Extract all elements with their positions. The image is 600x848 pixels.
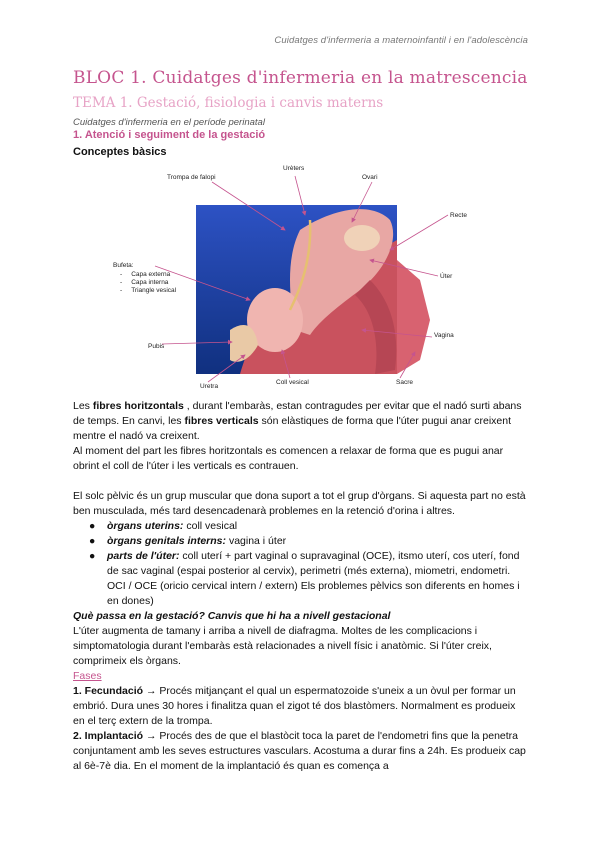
label-pubis: Pubis [148, 343, 165, 350]
label-sacre: Sacre [396, 379, 413, 386]
fase2-title: 2. Implantació [73, 730, 144, 742]
list-item [89, 534, 528, 549]
fase2-text: Procés des de que el blastòcit toca la paret de l'endometri fins que la penetra conjuntament amb les seves estructures vasculars. Acostuma a durar fins a 24h. Es produeix cap al 6è-7è dia. En el moment de la implantació és quan es comença a [73, 730, 526, 772]
question-title: Què passa en la gestació? Canvis que hi ha a nivell gestacional [73, 610, 391, 622]
bullet-text: coll vesical [183, 520, 238, 532]
bullet-term: parts de l'úter: [107, 550, 180, 562]
bullet-term: òrgans uterins: [107, 520, 184, 532]
label-ovari: Ovari [362, 174, 378, 181]
bullet-dot: ● [89, 550, 96, 562]
body-text [73, 399, 528, 774]
section-title: 1. Atenció i seguiment de la gestació [73, 129, 266, 141]
label-trompa: Trompa de falopi [167, 174, 216, 181]
label-capa-externa: - Capa externa [120, 271, 171, 278]
fase2-arrow: → [143, 730, 160, 742]
label-ureters: Urèters [283, 165, 305, 172]
label-triangle: - Triangle vesical [120, 287, 177, 294]
paragraph-fecundacio [73, 684, 528, 729]
blank-line [73, 474, 528, 489]
paragraph-fibres [73, 399, 528, 444]
paragraph-implantacio [73, 729, 528, 774]
bullet-dot: ● [89, 520, 96, 532]
list-item [89, 549, 528, 609]
bloc-title: BLOC 1. Cuidatges d'infermeria en la matrescencia [73, 68, 528, 88]
para1-a: Les [73, 400, 93, 412]
para1-e: són elàstiques de forma que l'úter pugui anar creixent mentre el nadó va creixent. [73, 415, 512, 442]
running-header: Cuidatges d'infermeria a maternoinfantil i en l'adolescència [274, 35, 528, 46]
label-coll: Coll vesical [276, 379, 309, 386]
ovary-shape [344, 225, 380, 251]
fase1-title: 1. Fecundació [73, 685, 144, 697]
label-capa-interna-text: Capa interna [131, 279, 169, 286]
list-item [89, 519, 528, 534]
label-vagina: Vagina [434, 332, 454, 339]
label-capa-interna: - Capa interna [120, 279, 169, 286]
bullet-term: òrgans genitals interns: [107, 535, 227, 547]
paragraph-uter: L'úter augmenta de tamany i arriba a nivell de diafragma. Moltes de les complicacions i simptomatologia durant l'embaràs està relacionades a nivell físic i anatòmic. Si l'úter creix, comprimeix els òrgans. [73, 625, 492, 667]
bullet-dot: ● [89, 535, 96, 547]
tema-title: TEMA 1. Gestació, fisiologia i canvis materns [73, 95, 384, 111]
fase1-arrow: → [143, 685, 160, 697]
term-fibres-horitzontals: fibres horitzontals [92, 400, 184, 412]
term-fibres-verticals: fibres verticals [184, 415, 259, 427]
label-uter: Úter [440, 273, 453, 280]
organs-list [73, 519, 528, 609]
bullet-text: coll uterí + part vaginal o supravaginal (OCE), itsmo uterí, cos uterí, fond de sac vaginal (espai posterior al cervix), perimetri (més externa), miometri, endometri. OCI / OCE (oricio cervical intern / extern) Els problemes pèlvics son diferents en homes i en dones) [107, 550, 520, 607]
paragraph-part: Al moment del part les fibres horitzontals es comencen a relaxar de forma que es pugui anar obrint el coll de l'úter i les verticals es contrauen. [73, 445, 504, 472]
paragraph-solc-pelvic: El solc pèlvic és un grup muscular que dona suport a tot el grup d'òrgans. Si aquesta part no està ben musculada, més tard desencadenarà problemes en la retenció d'orina i altres. [73, 490, 526, 517]
label-recte: Recte [450, 212, 467, 219]
label-triangle-text: Triangle vesical [131, 287, 177, 294]
label-capa-externa-text: Capa externa [131, 271, 171, 278]
label-uretra: Uretra [200, 383, 219, 390]
concepts-title: Conceptes bàsics [73, 146, 167, 158]
subtitle: Cuidatges d'infermeria en el període perinatal [73, 117, 265, 128]
label-bufeta: Bufeta: [113, 262, 134, 269]
spine-shape [397, 260, 430, 374]
para1-c: , durant l'embaràs, estan contragudes per evitar que el nadó surti abans de temps. En canvi, les [73, 400, 522, 427]
fases-link[interactable]: Fases [73, 670, 102, 682]
fase1-text: Procés mitjançant el qual un espermatozoide s'uneix a un òvul per formar un embrió. Dura unes 30 hores i finalitza quan el zigot té dos blastòmers. Normalment es produeix en el terç extern de la trompa. [73, 685, 516, 727]
pelvic-anatomy-figure [100, 160, 500, 392]
bullet-text: vagina i úter [226, 535, 287, 547]
arrow-recte [390, 215, 448, 250]
